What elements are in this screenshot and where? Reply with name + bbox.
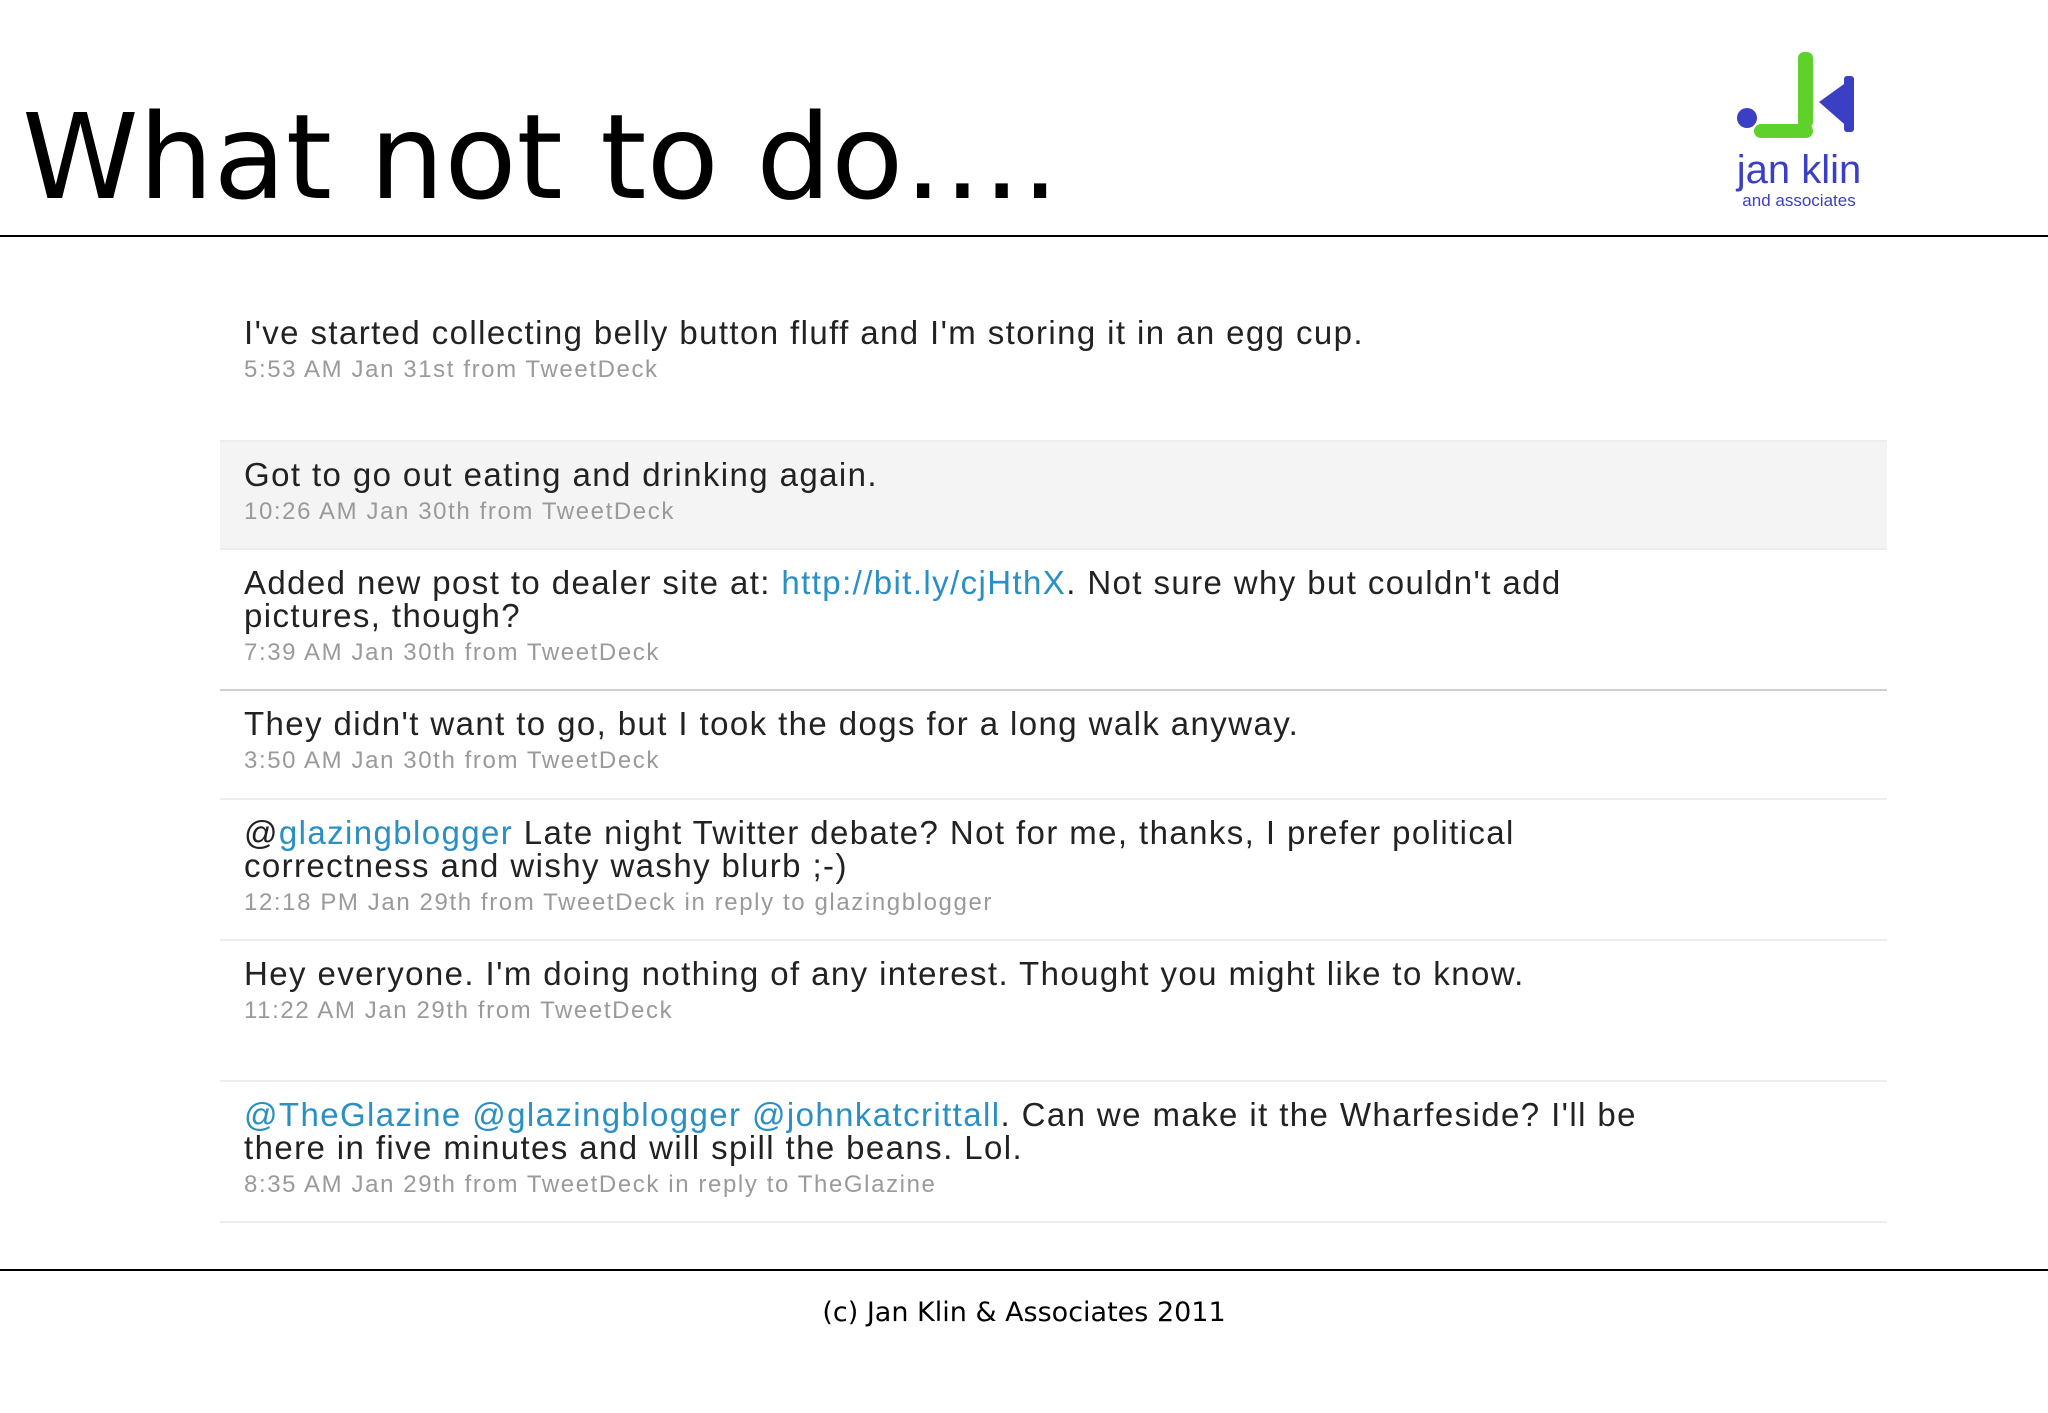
tweet-text-before-link: Added new post to dealer site at:	[244, 564, 782, 601]
tweet-meta: 8:35 AM Jan 29th from TweetDeck in reply to TheGlazine	[244, 1171, 937, 1198]
tweet-text	[244, 816, 1664, 882]
tweet-meta: 11:22 AM Jan 29th from TweetDeck	[244, 997, 674, 1024]
tweet-text-after-link: Late night Twitter debate? Not for me, thanks, I prefer political correctness and wishy washy blurb ;-)	[244, 814, 1515, 884]
mention-link-glazingblogger[interactable]: @glazingblogger	[472, 1096, 742, 1133]
tweet-text	[244, 566, 1664, 632]
slide-title: What not to do….	[22, 88, 1059, 226]
tweet-item	[220, 800, 1887, 941]
tweet-feed	[220, 300, 1887, 1223]
logo-subtitle: and associates	[1742, 191, 1856, 210]
tweet-meta: 3:50 AM Jan 30th from TweetDeck	[244, 747, 661, 774]
logo-name: jan klin	[1736, 148, 1862, 192]
tweet-url-link[interactable]: http://bit.ly/cjHthX	[781, 564, 1067, 601]
tweet-item	[220, 691, 1887, 800]
tweet-item	[220, 941, 1887, 1082]
tweet-meta: 12:18 PM Jan 29th from TweetDeck in reply to glazingblogger	[244, 889, 993, 916]
tweet-text: Hey everyone. I'm doing nothing of any interest. Thought you might like to know.	[244, 955, 1525, 992]
slide-footer: (c) Jan Klin & Associates 2011	[822, 1297, 1226, 1328]
mention-link-theglazine[interactable]: @TheGlazine	[244, 1096, 462, 1133]
tweet-text	[244, 1098, 1664, 1164]
tweet-text-after-link: . Can we make it the Wharfeside? I'll be there in five minutes and will spill the beans. Lol.	[244, 1096, 1637, 1166]
tweet-meta: 5:53 AM Jan 31st from TweetDeck	[244, 356, 659, 383]
mention-link-glazingblogger[interactable]: glazingblogger	[278, 814, 514, 851]
tweet-item	[220, 300, 1887, 442]
tweet-text-after-link: . Not sure why but couldn't add pictures, though?	[244, 564, 1562, 634]
tweet-meta: 10:26 AM Jan 30th from TweetDeck	[244, 498, 675, 525]
tweet-item	[220, 442, 1887, 550]
tweet-text: I've started collecting belly button fluff and I'm storing it in an egg cup.	[244, 314, 1364, 351]
mention-link-johnkatcrittall[interactable]: @johnkatcrittall	[751, 1096, 1001, 1133]
tweet-meta: 7:39 AM Jan 30th from TweetDeck	[244, 639, 661, 666]
tweet-text: Got to go out eating and drinking again.	[244, 456, 878, 493]
tweet-text: They didn't want to go, but I took the dogs for a long walk anyway.	[244, 705, 1300, 742]
jan-klin-logo	[1720, 40, 1870, 220]
title-divider	[0, 235, 2048, 237]
jan-klin-logo-mark-icon	[1720, 40, 1870, 150]
tweet-item	[220, 550, 1887, 691]
tweet-item	[220, 1082, 1887, 1223]
tweet-at-sign: @	[244, 814, 279, 851]
footer-divider	[0, 1269, 2048, 1271]
